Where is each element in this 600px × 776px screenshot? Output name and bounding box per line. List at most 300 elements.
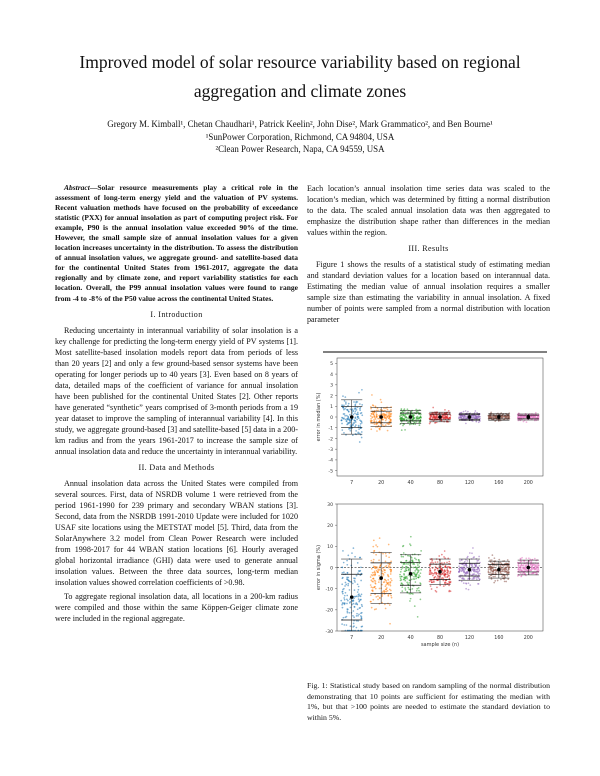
median-panel-point [346,420,348,422]
sigma-panel-point [500,579,502,581]
sigma-panel-point [500,571,502,573]
sigma-panel-point [519,569,521,571]
sigma-panel-point [353,547,355,549]
sigma-panel-point [345,592,347,594]
sigma-panel-point [343,597,345,599]
sigma-panel-point [353,597,355,599]
sigma-panel-point [414,605,416,607]
abstract-text: —Solar resource measurements play a critical role in the assessment of long-term energy yield and the valuation of PV systems. Recent valuation methods have focused on the probability of exceedance statistic (PXX) for annual insolation as part of computing project risk. For example, P90 is the annual insolation value exceeded 90% of the time. However, the small sample size of annual insolation values for a given location increases uncertainty in the distribution. To assess the distribution of annual insolation values, we aggregate ground- and satellite-based data for the continental United States from 1961-2017, aggregate the data regionally and by climate zone, and report variability statistics for each location. Overall, the P99 annual insolation values were found to range from -4 to -8% of the P50 value across the continental United States. [55,183,298,303]
median-panel-point [354,407,356,409]
sigma-panel-point [390,595,392,597]
sigma-panel-point [534,568,536,570]
sigma-panel-point [385,555,387,557]
sigma-panel-point [465,573,467,575]
sigma-panel-point [410,566,412,568]
sigma-panel-point [507,575,509,577]
sigma-panel-ytick-label: 10 [327,545,333,551]
sigma-panel-point [387,595,389,597]
median-panel-point [357,412,359,414]
sigma-panel-point [521,557,523,559]
median-panel-point [344,413,346,415]
sigma-panel-point [391,580,393,582]
sigma-panel-point [477,573,479,575]
median-panel-point [465,410,467,412]
sigma-panel-point [447,576,449,578]
sigma-panel-point [418,563,420,565]
sigma-panel-point [444,550,446,552]
sigma-panel-point [347,609,349,611]
sigma-panel-point [404,587,406,589]
sigma-panel-point [414,578,416,580]
intro-heading: I. Introduction [150,309,203,319]
median-panel-point [359,441,361,443]
median-panel-point [361,431,363,433]
median-panel-point [358,428,360,430]
sigma-panel-point [429,568,431,570]
sigma-panel-point [342,550,344,552]
sigma-panel-point [473,557,475,559]
median-panel-point [532,417,534,419]
sigma-panel-point [357,562,359,564]
median-panel-point [375,412,377,414]
median-panel-point [385,424,387,426]
sigma-panel-point [382,567,384,569]
sigma-panel-point [415,581,417,583]
sigma-panel-point [372,581,374,583]
sigma-panel-point [354,581,356,583]
sigma-panel-point [354,606,356,608]
sigma-panel-point [401,583,403,585]
sigma-panel-point [374,550,376,552]
median-panel-point [416,417,418,419]
sigma-panel-point [501,576,503,578]
sigma-panel-point [385,608,387,610]
sigma-panel-point [360,580,362,582]
median-panel-point [433,416,435,418]
median-panel-point [371,416,373,418]
sigma-panel-point [353,610,355,612]
median-panel-point [371,394,373,396]
sigma-panel-point [341,623,343,625]
sigma-panel-point [461,581,463,583]
sigma-panel-point [439,585,441,587]
median-panel-point [343,432,345,434]
sigma-panel-point [461,559,463,561]
sigma-panel-point [526,564,528,566]
sigma-panel-point [448,561,450,563]
sigma-panel-point [347,577,349,579]
median-panel-point [416,411,418,413]
median-panel-ytick-label: -5 [328,469,333,475]
sigma-panel-point [346,595,348,597]
median-panel-mean-marker [350,415,354,419]
sigma-panel-mean-marker [379,576,383,580]
median-panel-ytick-label: 3 [330,383,333,389]
sigma-panel-point [415,578,417,580]
sigma-panel-point [359,557,361,559]
median-panel-point [419,424,421,426]
median-panel-point [373,415,375,417]
sigma-panel-point [528,560,530,562]
sigma-panel-point [408,569,410,571]
sigma-panel-mean-marker [350,595,354,599]
sigma-panel-point [373,539,375,541]
median-panel-point [372,404,374,406]
sigma-panel-point [360,566,362,568]
sigma-panel-point [517,575,519,577]
median-panel-point [414,421,416,423]
median-panel-point [478,416,480,418]
sigma-panel-point [436,591,438,593]
sigma-panel-point [388,556,390,558]
median-panel-ytick-label: 0 [330,415,333,421]
sigma-panel-point [372,589,374,591]
sigma-panel-point [342,602,344,604]
sigma-panel-ylabel: error in sigma (%) [316,544,322,591]
sigma-panel-point [357,608,359,610]
median-panel-point [358,425,360,427]
sigma-panel-point [346,564,348,566]
median-panel-point [488,417,490,419]
sigma-panel-point [379,588,381,590]
median-panel-point [355,424,357,426]
sigma-panel-point [496,562,498,564]
sigma-panel-point [389,581,391,583]
median-panel-point [355,404,357,406]
sigma-panel-point [379,569,381,571]
sigma-panel-point [417,572,419,574]
sigma-panel-point [389,604,391,606]
sigma-panel-point [478,577,480,579]
sigma-panel-point [377,595,379,597]
sigma-panel-point [534,564,536,566]
sigma-panel-point [385,561,387,563]
sigma-panel-point [458,565,460,567]
sigma-panel-point [479,573,481,575]
sigma-panel-point [399,574,401,576]
median-panel-point [347,422,349,424]
sigma-panel-point [349,589,351,591]
median-panel-point [404,417,406,419]
median-panel-point [400,414,402,416]
median-panel-point [413,417,415,419]
sigma-panel-point [406,578,408,580]
sigma-panel-point [449,573,451,575]
median-panel-point [370,408,372,410]
median-panel-point [375,418,377,420]
median-panel-point [386,416,388,418]
sigma-panel-xtick-label: 80 [436,636,444,641]
median-panel-point [372,414,374,416]
sigma-panel-point [488,576,490,578]
median-panel-point [352,410,354,412]
sigma-panel-ytick-label: -20 [325,608,333,614]
sigma-panel-point [384,591,386,593]
sigma-panel-point [382,594,384,596]
median-panel-point [384,416,386,418]
sigma-panel-point [490,570,492,572]
sigma-panel-point [357,615,359,617]
affiliation-2: ²Clean Power Research, Napa, CA 94559, USA [215,144,385,155]
sigma-panel-point [441,554,443,556]
results-heading: III. Results [408,244,449,253]
sigma-panel-point [358,589,360,591]
sigma-panel-point [346,610,348,612]
sigma-panel-point [492,576,494,578]
median-panel-point [448,417,450,419]
sigma-panel-point [414,570,416,572]
sigma-panel-point [430,558,432,560]
sigma-panel-point [438,555,440,557]
sigma-panel-point [375,568,377,570]
sigma-panel-point [375,554,377,556]
sigma-panel-point [441,568,443,570]
median-panel-point [341,423,343,425]
sigma-panel-point [384,572,386,574]
sigma-panel-mean-marker [468,568,472,572]
sigma-panel-point [408,582,410,584]
sigma-panel-point [448,566,450,568]
sigma-panel-ytick-label: 20 [327,523,333,529]
sigma-panel-point [479,565,481,567]
sigma-panel-point [524,568,526,570]
sigma-panel-point [357,596,359,598]
sigma-panel-point [463,568,465,570]
sigma-panel-point [353,623,355,625]
median-panel-point [525,413,527,415]
median-panel-point [349,428,351,430]
left-column [55,183,298,624]
median-panel-ytick-label: 4 [330,372,333,378]
sigma-panel-point [522,567,524,569]
sigma-panel-point [354,589,356,591]
sigma-panel-point [464,568,466,570]
median-panel-point [357,416,359,418]
sigma-panel-point [520,558,522,560]
sigma-panel-point [390,578,392,580]
sigma-panel-point [370,594,372,596]
paper-title [40,48,560,106]
median-panel-point [403,423,405,425]
sigma-panel-point [495,569,497,571]
sigma-panel-point [409,600,411,602]
median-panel-point [526,421,528,423]
sigma-panel-point [493,567,495,569]
sigma-panel-point [375,596,377,598]
sigma-panel-point [374,574,376,576]
sigma-panel-point [390,573,392,575]
sigma-panel-point [342,593,344,595]
sigma-panel-point [433,580,435,582]
median-panel-point [356,419,358,421]
median-panel-point [370,421,372,423]
median-panel-point [359,409,361,411]
median-panel-point [442,416,444,418]
sigma-panel-point [528,557,530,559]
median-panel-xtick-label: 200 [523,481,533,486]
sigma-panel-point [444,582,446,584]
sigma-panel-point [371,607,373,609]
methods-heading: II. Data and Methods [138,462,215,472]
sigma-panel-point [450,582,452,584]
median-panel-point [389,423,391,425]
sigma-panel-point [389,564,391,566]
sigma-panel-point [373,572,375,574]
sigma-panel-point [530,566,532,568]
sigma-panel-point [379,603,381,605]
sigma-panel-point [476,569,478,571]
sigma-panel-point [403,574,405,576]
median-panel-point [436,416,438,418]
sigma-panel-point [497,580,499,582]
sigma-panel-point [411,579,413,581]
median-panel-point [430,414,432,416]
sigma-panel-point [356,575,358,577]
median-panel-point [458,417,460,419]
median-panel-point [505,416,507,418]
median-panel-mean-marker [409,415,413,419]
sigma-panel-point [402,546,404,548]
sigma-panel-point [388,584,390,586]
sigma-panel-point [489,559,491,561]
sigma-panel-point [353,603,355,605]
figure-1-plot [307,346,550,666]
median-panel-point [404,414,406,416]
median-panel-point [432,407,434,409]
median-panel-point [409,421,411,423]
sigma-panel-point [494,557,496,559]
sigma-panel-point [488,557,490,559]
sigma-panel-point [389,623,391,625]
sigma-panel-point [350,625,352,627]
median-panel-point [389,413,391,415]
median-panel-point [345,401,347,403]
median-panel-point [389,418,391,420]
sigma-panel-point [505,568,507,570]
median-panel-point [407,413,409,415]
median-panel-point [409,424,411,426]
median-panel-point [342,395,344,397]
sigma-panel-point [342,572,344,574]
sigma-panel-point [353,616,355,618]
sigma-panel-point [443,556,445,558]
sigma-panel-point [400,571,402,573]
sigma-panel-point [378,552,380,554]
sigma-panel-point [416,568,418,570]
median-panel-point [361,412,363,414]
sigma-panel-point [471,578,473,580]
median-panel-point [347,405,349,407]
sigma-panel-point [377,571,379,573]
sigma-panel-point [407,563,409,565]
sigma-panel-point [341,566,343,568]
sigma-panel-point [414,557,416,559]
median-panel-point [374,421,376,423]
sigma-panel-point [444,574,446,576]
median-panel-point [420,413,422,415]
sigma-panel-point [490,572,492,574]
sigma-panel-point [405,589,407,591]
median-panel-point [361,437,363,439]
sigma-panel-point [430,573,432,575]
median-panel-mean-marker [497,415,501,419]
sigma-panel-point [370,579,372,581]
sigma-panel-point [448,575,450,577]
sigma-panel-point [537,566,539,568]
sigma-panel-point [520,576,522,578]
sigma-panel-point [415,574,417,576]
sigma-panel-point [431,581,433,583]
sigma-panel-point [437,561,439,563]
sigma-panel-point [450,590,452,592]
median-panel-point [429,423,431,425]
median-panel-xtick-label: 40 [407,481,414,486]
median-panel-point [370,415,372,417]
sigma-panel-point [378,575,380,577]
median-panel-point [387,409,389,411]
sigma-panel-point [478,567,480,569]
median-panel-point [376,421,378,423]
sigma-panel-point [382,591,384,593]
sigma-panel-point [379,537,381,539]
sigma-panel-mean-marker [526,566,530,570]
sigma-panel-point [504,581,506,583]
sigma-panel-point [356,595,358,597]
sigma-panel-point [352,583,354,585]
median-panel-point [373,419,375,421]
median-panel-point [346,415,348,417]
sigma-panel-point [399,576,401,578]
sigma-panel-point [467,556,469,558]
median-panel-point [380,399,382,401]
sigma-panel-point [374,582,376,584]
sigma-panel-point [508,571,510,573]
median-panel-point [402,425,404,427]
sigma-panel-point [445,570,447,572]
median-panel-point [359,419,361,421]
median-panel-point [375,426,377,428]
median-panel-point [406,419,408,421]
median-panel-point [344,408,346,410]
sigma-panel-point [357,594,359,596]
sigma-panel-point [431,561,433,563]
median-panel-mean-marker [468,415,472,419]
sigma-panel-point [478,574,480,576]
sigma-panel-point [400,580,402,582]
sigma-panel-point [507,578,509,580]
sigma-panel-point [361,626,363,628]
sigma-panel-point [473,573,475,575]
median-panel-point [412,415,414,417]
sigma-panel-point [361,605,363,607]
median-panel-point [478,421,480,423]
median-panel-point [406,417,408,419]
sigma-panel-point [400,569,402,571]
sigma-panel-point [491,559,493,561]
x-axis-label: sample size (n) [420,642,460,648]
sigma-panel-point [345,584,347,586]
sigma-panel-point [387,579,389,581]
sigma-panel-point [444,562,446,564]
sigma-panel-point [491,562,493,564]
sigma-panel-point [370,601,372,603]
sigma-panel-point [344,585,346,587]
sigma-panel-point [353,577,355,579]
sigma-panel-point [416,590,418,592]
sigma-panel-point [372,546,374,548]
sigma-panel-point [375,580,377,582]
median-panel-point [417,416,419,418]
